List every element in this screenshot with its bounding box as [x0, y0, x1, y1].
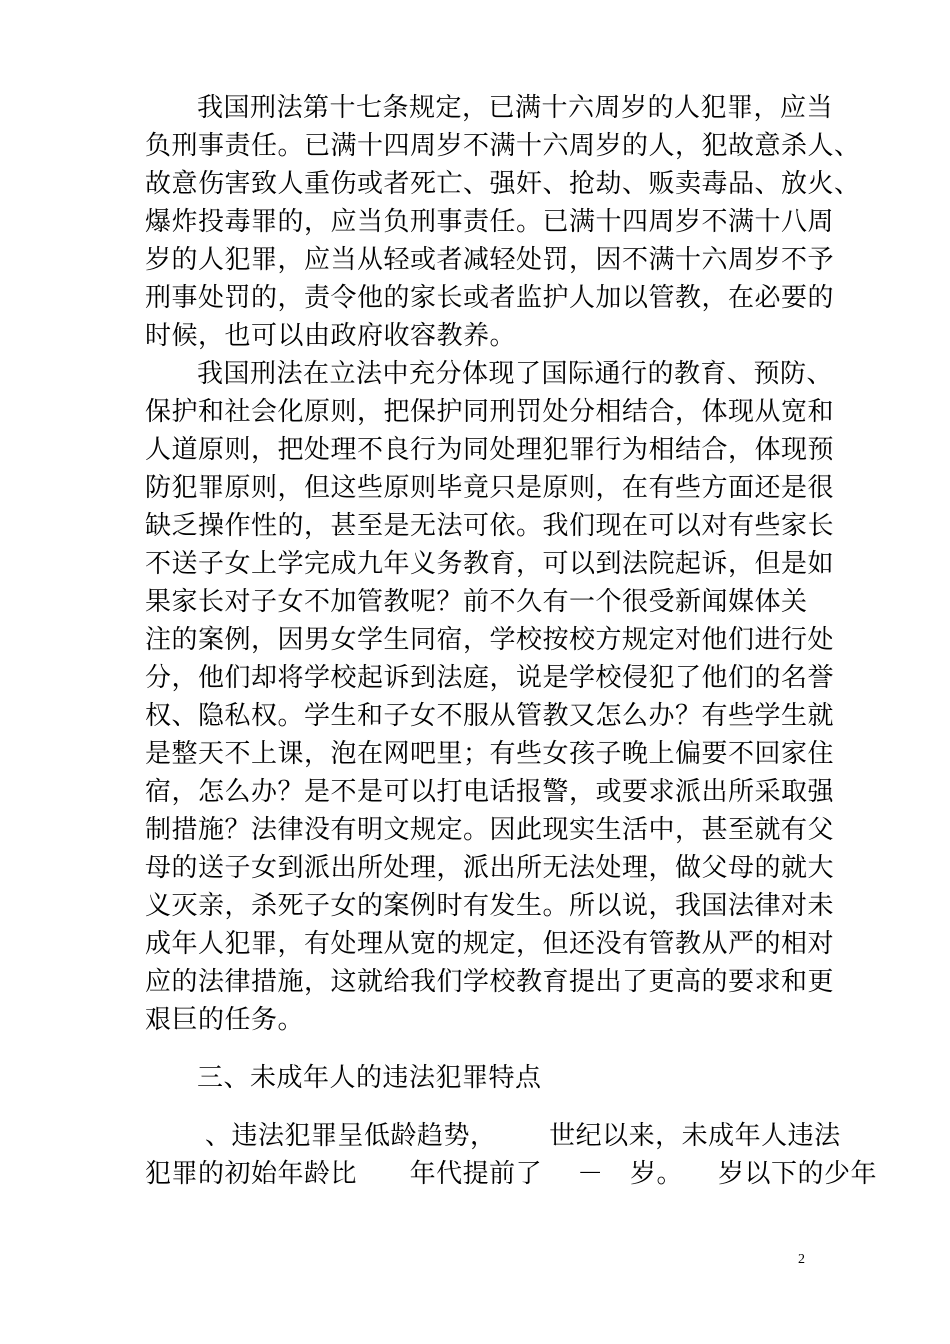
- text-line: 人道原则，把处理不良行为同处理犯罪行为相结合，体现预: [145, 435, 835, 465]
- text-line: 时候，也可以由政府收容教养。: [145, 321, 517, 351]
- text-line: 岁的人犯罪，应当从轻或者减轻处罚，因不满十六周岁不予: [145, 245, 835, 275]
- text-line: 保护和社会化原则，把保护同刑罚处分相结合，体现从宽和: [145, 397, 835, 427]
- text-line: 成年人犯罪，有处理从宽的规定，但还没有管教从严的相对: [145, 929, 835, 959]
- text-line: 艰巨的任务。: [145, 1005, 305, 1035]
- text-line: 故意伤害致人重伤或者死亡、强奸、抢劫、贩卖毒品、放火、: [145, 169, 861, 199]
- text-line: 义灭亲，杀死子女的案例时有发生。所以说，我国法律对未: [145, 891, 835, 921]
- text-line: 我国刑法第十七条规定，已满十六周岁的人犯罪，应当: [197, 93, 834, 123]
- text-line: 爆炸投毒罪的，应当负刑事责任。已满十四周岁不满十八周: [145, 207, 835, 237]
- text-line: 犯罪的初始年龄比 年代提前了 － 岁。 岁以下的少年: [145, 1159, 877, 1189]
- text-line: 制措施？法律没有明文规定。因此现实生活中，甚至就有父: [145, 815, 835, 845]
- page-number: 2: [798, 1252, 805, 1267]
- text-line: 是整天不上课，泡在网吧里；有些女孩子晚上偏要不回家住: [145, 739, 835, 769]
- text-line: 权、隐私权。学生和子女不服从管教又怎么办？有些学生就: [145, 701, 835, 731]
- text-line: 防犯罪原则，但这些原则毕竟只是原则，在有些方面还是很: [145, 473, 835, 503]
- text-line: 缺乏操作性的，甚至是无法可依。我们现在可以对有些家长: [145, 511, 835, 541]
- text-line: 母的送子女到派出所处理，派出所无法处理，做父母的就大: [145, 853, 835, 883]
- text-line: 果家长对子女不加管教呢？前不久有一个很受新闻媒体关: [145, 587, 808, 617]
- text-line: 应的法律措施，这就给我们学校教育提出了更高的要求和更: [145, 967, 835, 997]
- text-line: 负刑事责任。已满十四周岁不满十六周岁的人，犯故意杀人、: [145, 131, 861, 161]
- text-line: 刑事处罚的，责令他的家长或者监护人加以管教，在必要的: [145, 283, 835, 313]
- text-line: 不送子女上学完成九年义务教育，可以到法院起诉，但是如: [145, 549, 835, 579]
- text-line: 、违法犯罪呈低龄趋势， 世纪以来，未成年人违法: [205, 1121, 841, 1151]
- text-line: 分，他们却将学校起诉到法庭，说是学校侵犯了他们的名誉: [145, 663, 835, 693]
- text-line: 我国刑法在立法中充分体现了国际通行的教育、预防、: [197, 359, 834, 389]
- text-line: 宿，怎么办？是不是可以打电话报警，或要求派出所采取强: [145, 777, 835, 807]
- section-heading: 三、未成年人的违法犯罪特点: [197, 1063, 542, 1093]
- text-line: 注的案例，因男女学生同宿，学校按校方规定对他们进行处: [145, 625, 835, 655]
